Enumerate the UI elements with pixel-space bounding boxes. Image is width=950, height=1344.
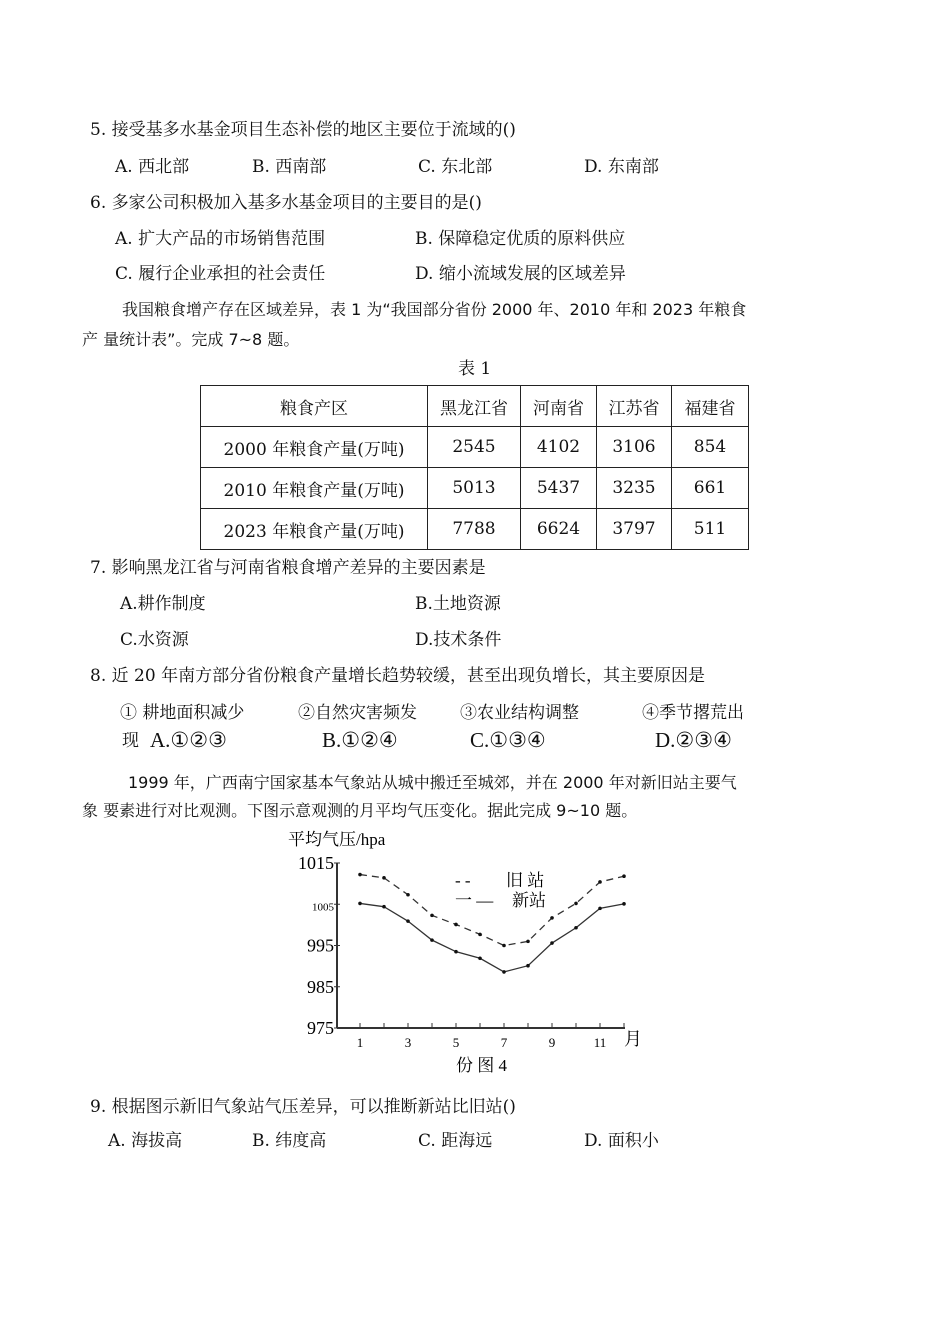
- y-tick-label: 995: [307, 935, 334, 956]
- q8-stem: 8. 近 20 年南方部分省份粮食产量增长趋势较缓，甚至出现负增长，其主要原因是: [90, 666, 706, 686]
- new-station-point: [550, 941, 554, 945]
- passage1-line2: 产 量统计表”。完成 7~8 题。: [82, 330, 300, 349]
- x-tick-label: 11: [593, 1035, 607, 1050]
- x-tick-label: 1: [356, 1035, 364, 1050]
- table-cell: 3235: [597, 468, 672, 509]
- old-station-line: [360, 875, 624, 946]
- q8-item-4: ④季节撂荒出: [642, 703, 744, 723]
- table-cell: 2023 年粮食产量(万吨): [201, 509, 428, 550]
- table-cell: 854: [672, 427, 749, 468]
- q5-option-a: A. 西北部: [115, 157, 190, 177]
- old-station-point: [598, 880, 602, 884]
- table-header: 福建省: [672, 386, 749, 427]
- y-tick-label: 1015: [298, 853, 334, 873]
- old-station-point: [430, 914, 434, 918]
- new-station-point: [574, 926, 578, 930]
- new-station-point: [622, 902, 626, 906]
- q6-option-b: B. 保障稳定优质的原料供应: [415, 229, 626, 249]
- pressure-chart: [280, 825, 660, 1080]
- q9-option-b: B. 纬度高: [252, 1131, 327, 1151]
- table-row: [201, 427, 749, 468]
- table-header: 河南省: [521, 386, 597, 427]
- q8-item-2: ②自然灾害频发: [298, 703, 417, 723]
- q5-option-d: D. 东南部: [584, 157, 659, 177]
- q9-option-c: C. 距海远: [418, 1131, 493, 1151]
- x-tick-label: 5: [452, 1035, 460, 1050]
- new-station-point: [526, 964, 530, 968]
- q5-stem: 5. 接受基多水基金项目生态补偿的地区主要位于流域的(): [90, 120, 516, 140]
- q7-stem: 7. 影响黑龙江省与河南省粮食增产差异的主要因素是: [90, 558, 486, 578]
- q8-item-3: ③农业结构调整: [460, 703, 579, 723]
- table-row: [201, 468, 749, 509]
- table-header-row: [201, 386, 749, 427]
- q8-option-b: B.①②④: [322, 728, 398, 752]
- legend-new-mark: 一 —: [455, 891, 494, 910]
- table-cell: 2010 年粮食产量(万吨): [201, 468, 428, 509]
- table-cell: 3797: [597, 509, 672, 550]
- new-station-point: [406, 919, 410, 923]
- legend-old-mark: - -: [455, 871, 471, 890]
- old-station-point: [358, 873, 362, 877]
- old-station-point: [478, 933, 482, 937]
- q8-item-1: ① 耕地面积减少: [120, 703, 245, 723]
- q7-option-d: D.技术条件: [415, 630, 502, 650]
- q9-option-d: D. 面积小: [584, 1131, 659, 1151]
- q9-stem: 9. 根据图示新旧气象站气压差异，可以推断新站比旧站(): [90, 1097, 516, 1117]
- x-tick-label: 9: [548, 1035, 556, 1050]
- old-station-point: [574, 902, 578, 906]
- q6-option-d: D. 缩小流域发展的区域差异: [415, 264, 626, 284]
- table-cell: 5437: [521, 468, 597, 509]
- x-tick-label: 7: [500, 1035, 508, 1050]
- old-station-point: [622, 874, 626, 878]
- table-cell: 7788: [428, 509, 521, 550]
- q6-option-c: C. 履行企业承担的社会责任: [115, 264, 326, 284]
- table-cell: 6624: [521, 509, 597, 550]
- table-cell: 2545: [428, 427, 521, 468]
- table-cell: 3106: [597, 427, 672, 468]
- old-station-point: [406, 893, 410, 897]
- q8-option-c: C.①③④: [470, 728, 546, 752]
- old-station-point: [526, 940, 530, 944]
- new-station-point: [502, 970, 506, 974]
- passage2-line2: 象 要素进行对比观测。下图示意观测的月平均气压变化。据此完成 9~10 题。: [82, 801, 638, 820]
- new-station-point: [598, 907, 602, 911]
- q9-option-a: A. 海拔高: [108, 1131, 183, 1151]
- q7-option-a: A.耕作制度: [120, 594, 206, 614]
- table-cell: 2000 年粮食产量(万吨): [201, 427, 428, 468]
- table-cell: 5013: [428, 468, 521, 509]
- table-cell: 4102: [521, 427, 597, 468]
- q7-option-b: B.土地资源: [415, 594, 501, 614]
- table-header: 黑龙江省: [428, 386, 521, 427]
- table-caption: 表 1: [458, 359, 492, 379]
- passage2-line1: 1999 年，广西南宁国家基本气象站从城中搬迁至城郊，并在 2000 年对新旧站主要气: [128, 773, 737, 792]
- q5-option-b: B. 西南部: [252, 157, 327, 177]
- figure-caption: 份 图 4: [456, 1056, 507, 1075]
- q6-option-a: A. 扩大产品的市场销售范围: [115, 229, 326, 249]
- new-station-point: [358, 902, 362, 906]
- new-station-point: [478, 956, 482, 960]
- x-axis-unit: 月: [624, 1029, 642, 1049]
- table-cell: 661: [672, 468, 749, 509]
- y-tick-label: 1005: [312, 901, 334, 914]
- legend-old-label: 旧 站: [506, 871, 545, 890]
- q8-wrap: 现: [122, 731, 139, 751]
- q5-option-c: C. 东北部: [418, 157, 493, 177]
- passage1-line1: 我国粮食增产存在区域差异，表 1 为“我国部分省份 2000 年、2010 年和 2023 年粮食: [122, 300, 747, 319]
- q7-option-c: C.水资源: [120, 630, 189, 650]
- table-row: [201, 509, 749, 550]
- grain-table: [200, 385, 749, 550]
- y-tick-label: 975: [307, 1018, 334, 1038]
- new-station-point: [382, 905, 386, 909]
- q6-stem: 6. 多家公司积极加入基多水基金项目的主要目的是(): [90, 193, 482, 213]
- table-cell: 511: [672, 509, 749, 550]
- old-station-point: [502, 944, 506, 948]
- new-station-line: [360, 903, 624, 971]
- new-station-point: [454, 950, 458, 954]
- y-axis-title: 平均气压/hpa: [288, 830, 386, 849]
- legend-new-label: 新站: [512, 891, 546, 910]
- old-station-point: [454, 923, 458, 927]
- old-station-point: [382, 876, 386, 880]
- q8-option-a: A.①②③: [150, 728, 227, 752]
- q8-option-d: D.②③④: [655, 728, 732, 752]
- x-tick-label: 3: [404, 1035, 412, 1050]
- new-station-point: [430, 938, 434, 942]
- old-station-point: [550, 916, 554, 920]
- table-header: 江苏省: [597, 386, 672, 427]
- table-header: 粮食产区: [201, 386, 428, 427]
- y-tick-label: 985: [307, 976, 334, 997]
